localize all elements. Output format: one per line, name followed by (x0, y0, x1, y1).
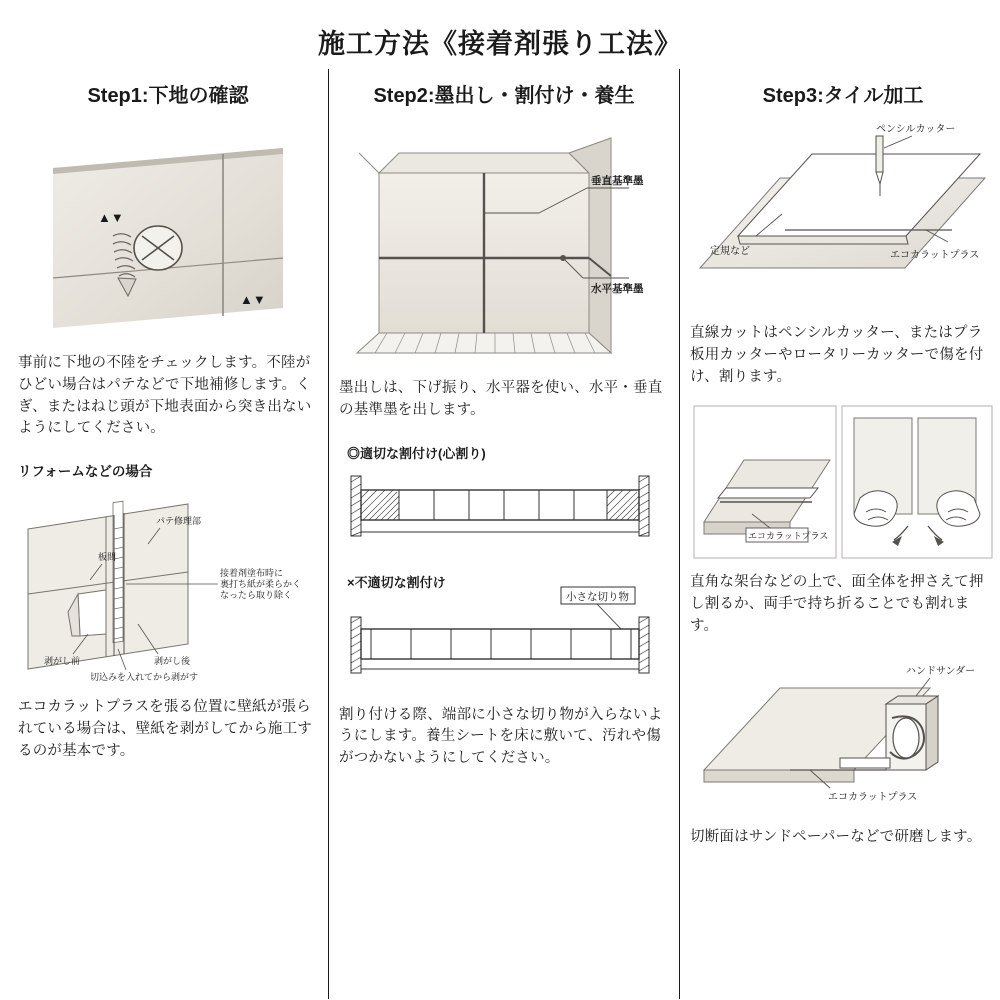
label-adhesive-note-3: なったら取り除く (220, 590, 293, 600)
step3-text-1: 直線カットはペンシルカッター、またはプラ板用カッターやロータリーカッターで傷を付け、割ります。 (690, 325, 984, 385)
label-ecocarat-1: エコカラットプラス (890, 250, 980, 261)
step2-text-2: 割り付ける際、端部に小さな切り物が入らないようにします。養生シートを床に敷いて、汚れや傷がつかないようにしてください。 (339, 706, 663, 766)
step3-column (680, 69, 1000, 999)
label-vertical-reference: 垂直基準墨 (591, 175, 644, 187)
step3-title: Step3:タイル加工 (762, 85, 924, 107)
improper-layout-illustration (339, 571, 669, 691)
label-hand-sander: ハンドサンダー (906, 665, 976, 677)
label-itama: 板間 (98, 552, 117, 562)
label-horizontal-reference: 水平基準墨 (591, 283, 644, 295)
label-adhesive-note-2: 裏打ち紙が柔らかく (220, 579, 302, 589)
step3-text-3: 切断面はサンドペーパーなどで研磨します。 (690, 828, 982, 845)
proper-layout-heading: ◎適切な割付け(心割り) (347, 445, 486, 461)
label-ecocarat-2: エコカラットプラス (748, 531, 829, 542)
pencil-cutter-illustration (690, 118, 996, 323)
step1-text-2: エコカラットプラスを張る位置に壁紙が張られている場合は、壁紙を剥がしてから施工するのが基本です。 (18, 699, 312, 759)
label-pencil-cutter: ペンシルカッター (876, 124, 956, 135)
marker-arrow-1: ▲▼ (98, 210, 124, 225)
snap-break-illustration (690, 402, 996, 572)
marker-arrow-2: ▲▼ (240, 292, 266, 307)
label-after-peel: 剥がし後 (154, 656, 191, 666)
label-putty: パテ修理部 (156, 516, 202, 526)
label-ruler: 定規など (710, 246, 750, 257)
label-adhesive-note-1: 接着剤塗布時に (220, 568, 284, 578)
label-before-peel: 剥がし前 (44, 656, 81, 666)
label-ecocarat-3: エコカラットプラス (828, 791, 918, 803)
step3-text-2: 直角な架台などの上で、面全体を押さえて押し割るか、両手で持ち折ることでも割れます。 (690, 574, 984, 634)
label-cut-note: 切込みを入れてから剥がす (90, 672, 199, 682)
step2-title: Step2:墨出し・割付け・養生 (373, 85, 635, 107)
step1-text-1: 事前に下地の不陸をチェックします。不陸がひどい場合はパテなどで下地補修します。くぎ、またはねじ頭が下地表面から突き出ないようにしてください。 (18, 355, 312, 437)
step1-title: Step1:下地の確認 (87, 85, 249, 107)
step2-column (328, 69, 680, 999)
improper-layout-heading: ×不適切な割付け (347, 574, 446, 590)
wallpaper-removal-illustration (18, 484, 318, 689)
step1-column (8, 69, 328, 999)
page-title: 施工方法《接着剤張り工法》 (318, 29, 682, 59)
layout-marking-illustration (339, 118, 669, 378)
label-small-piece: 小さな切り物 (566, 590, 629, 603)
step2-text-1: 墨出しは、下げ振り、水平器を使い、水平・垂直の基準墨を出します。 (339, 380, 663, 418)
steps-container (0, 69, 1000, 999)
step1-subhead: リフォームなどの場合 (18, 464, 153, 479)
hand-sander-illustration (690, 652, 996, 827)
proper-layout-illustration (339, 442, 669, 557)
substrate-check-illustration (18, 118, 318, 353)
